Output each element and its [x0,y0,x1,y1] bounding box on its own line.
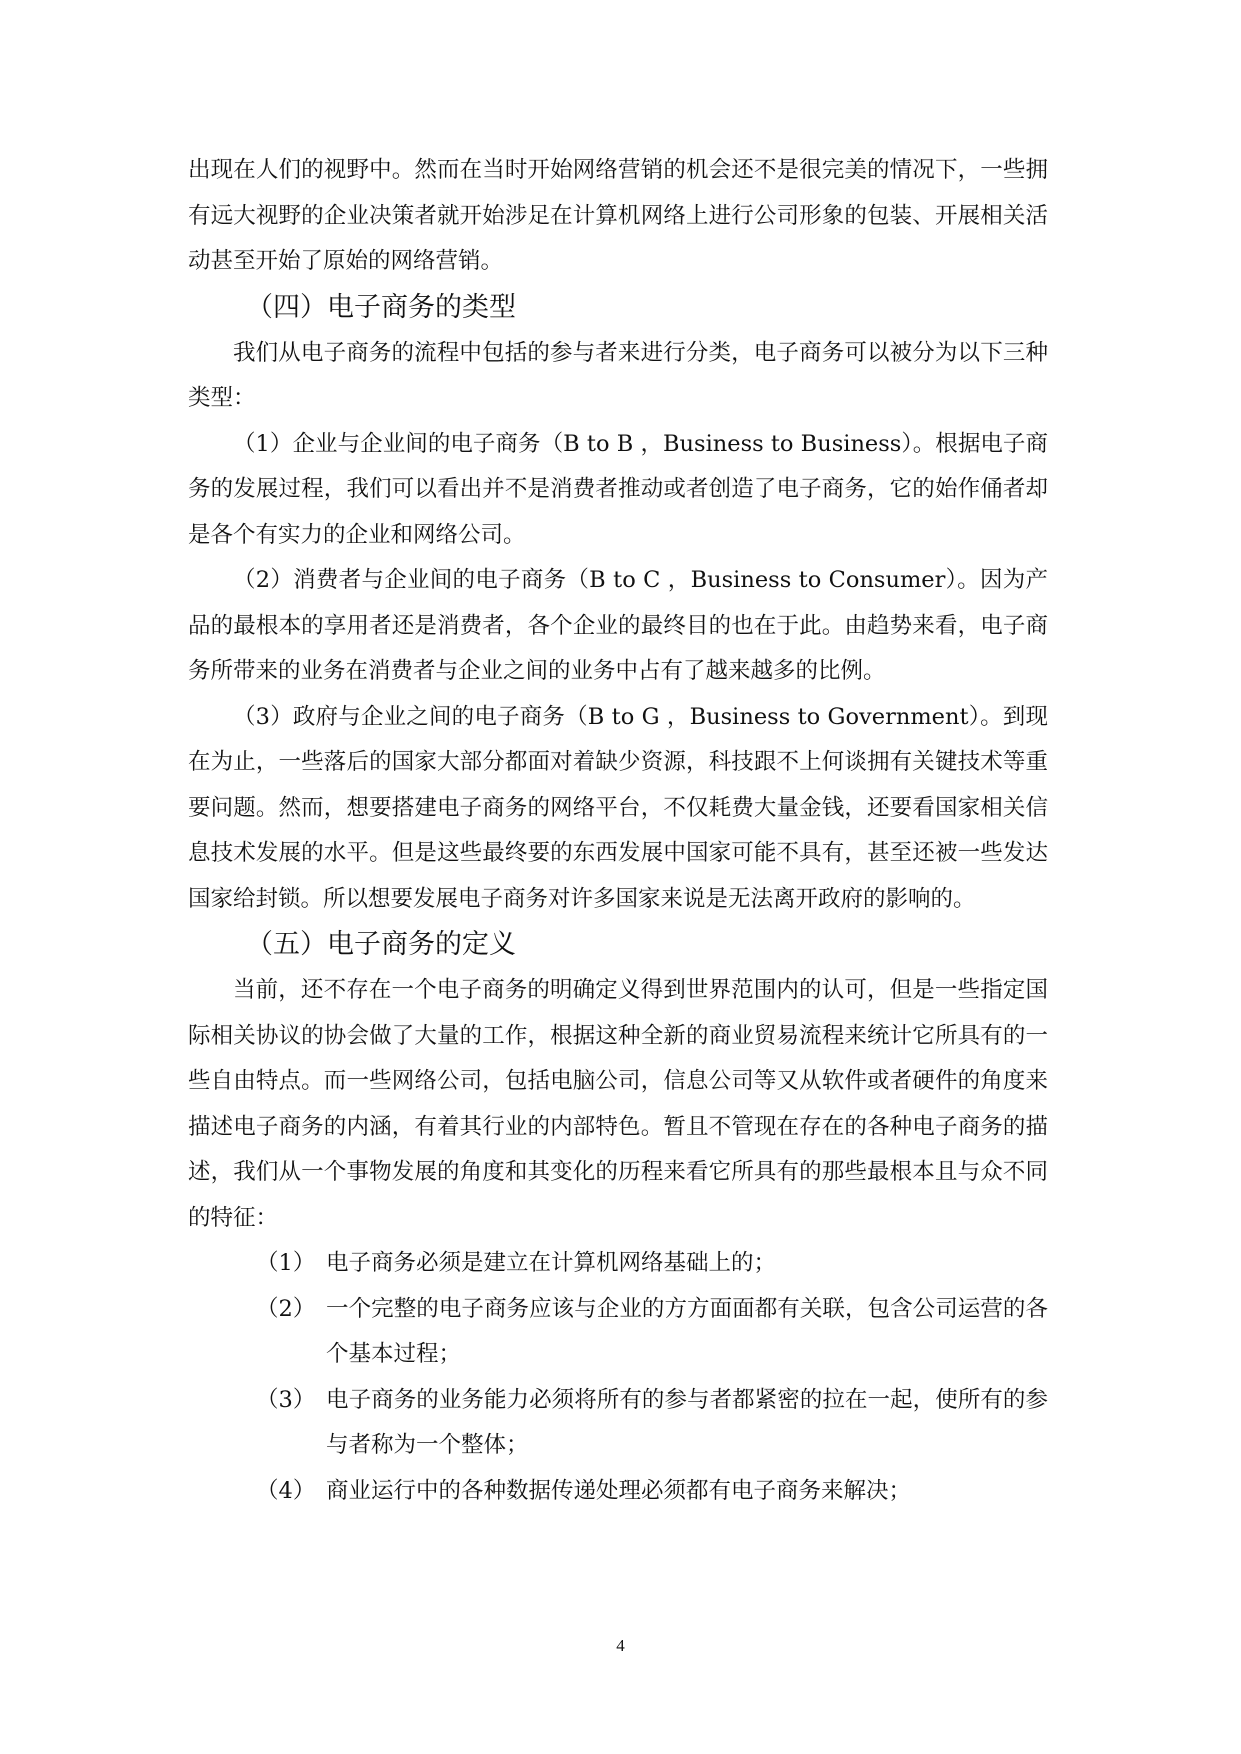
paragraph-definition: 当前，还不存在一个电子商务的明确定义得到世界范围内的认可，但是一些指定国际相关协议的协会做了大量的工作，根据这种全新的商业贸易流程来统计它所具有的一些自由特点。而一些网络公司，包括电脑公司，信息公司等又从软件或者硬件的角度来描述电子商务的内涵，有着其行业的内部特色。暂且不管现在存在的各种电子商务的描述，我们从一个事物发展的角度和其变化的历程来看它所具有的那些最根本且与众不同的特征： [188,977,1048,1231]
paragraph-classification-intro: 我们从电子商务的流程中包括的参与者来进行分类，电子商务可以被分为以下三种类型： [188,339,1048,411]
list-item-number: （3） [256,1386,316,1413]
list-item [188,1469,1048,1515]
list-item [188,1378,1048,1469]
paragraph-b2c: （2）消费者与企业间的电子商务（B to C ，Business to Consumer）。因为产品的最根本的享用者还是消费者，各个企业的最终目的也在于此。由趋势来看，电子商务所带来的业务在消费者与企业之间的业务中占有了越来越多的比例。 [188,567,1048,684]
list-item-text: 电子商务必须是建立在计算机网络基础上的； [326,1250,777,1276]
page-body [188,148,1048,1514]
section-heading-4: （四）电子商务的类型 [246,291,516,323]
list-item-text: 商业运行中的各种数据传递处理必须都有电子商务来解决； [326,1477,912,1504]
page-number: 4 [616,1636,625,1655]
list-item-number: （2） [256,1295,316,1322]
feature-list [188,1241,1048,1514]
list-item-text: 一个完整的电子商务应该与企业的方方面面都有关联，包含公司运营的各个基本过程； [326,1295,1048,1367]
paragraph-b2b: （1）企业与企业间的电子商务（B to B ，Business to Business）。根据电子商务的发展过程，我们可以看出并不是消费者推动或者创造了电子商务，它的始作俑者却是各个有实力的企业和网络公司。 [188,430,1048,548]
list-item-number: （4） [256,1477,316,1504]
list-item [188,1241,1048,1287]
paragraph-b2g: （3）政府与企业之间的电子商务（B to G ，Business to Government）。到现在为止，一些落后的国家大部分都面对着缺少资源，科技跟不上何谈拥有关键技术等重要问题。然而，想要搭建电子商务的网络平台，不仅耗费大量金钱，还要看国家相关信息技术发展的水平。但是这些最终要的东西发展中国家可能不具有，甚至还被一些发达国家给封锁。所以想要发展电子商务对许多国家来说是无法离开政府的影响的。 [188,703,1048,912]
list-item-text: 电子商务的业务能力必须将所有的参与者都紧密的拉在一起，使所有的参与者称为一个整体； [326,1386,1048,1458]
section-heading-5: （五）电子商务的定义 [246,929,516,960]
list-item [188,1287,1048,1378]
paragraph-continuation: 出现在人们的视野中。然而在当时开始网络营销的机会还不是很完美的情况下，一些拥有远大视野的企业决策者就开始涉足在计算机网络上进行公司形象的包装、开展相关活动甚至开始了原始的网络营销。 [188,157,1048,274]
list-item-number: （1） [256,1250,316,1276]
